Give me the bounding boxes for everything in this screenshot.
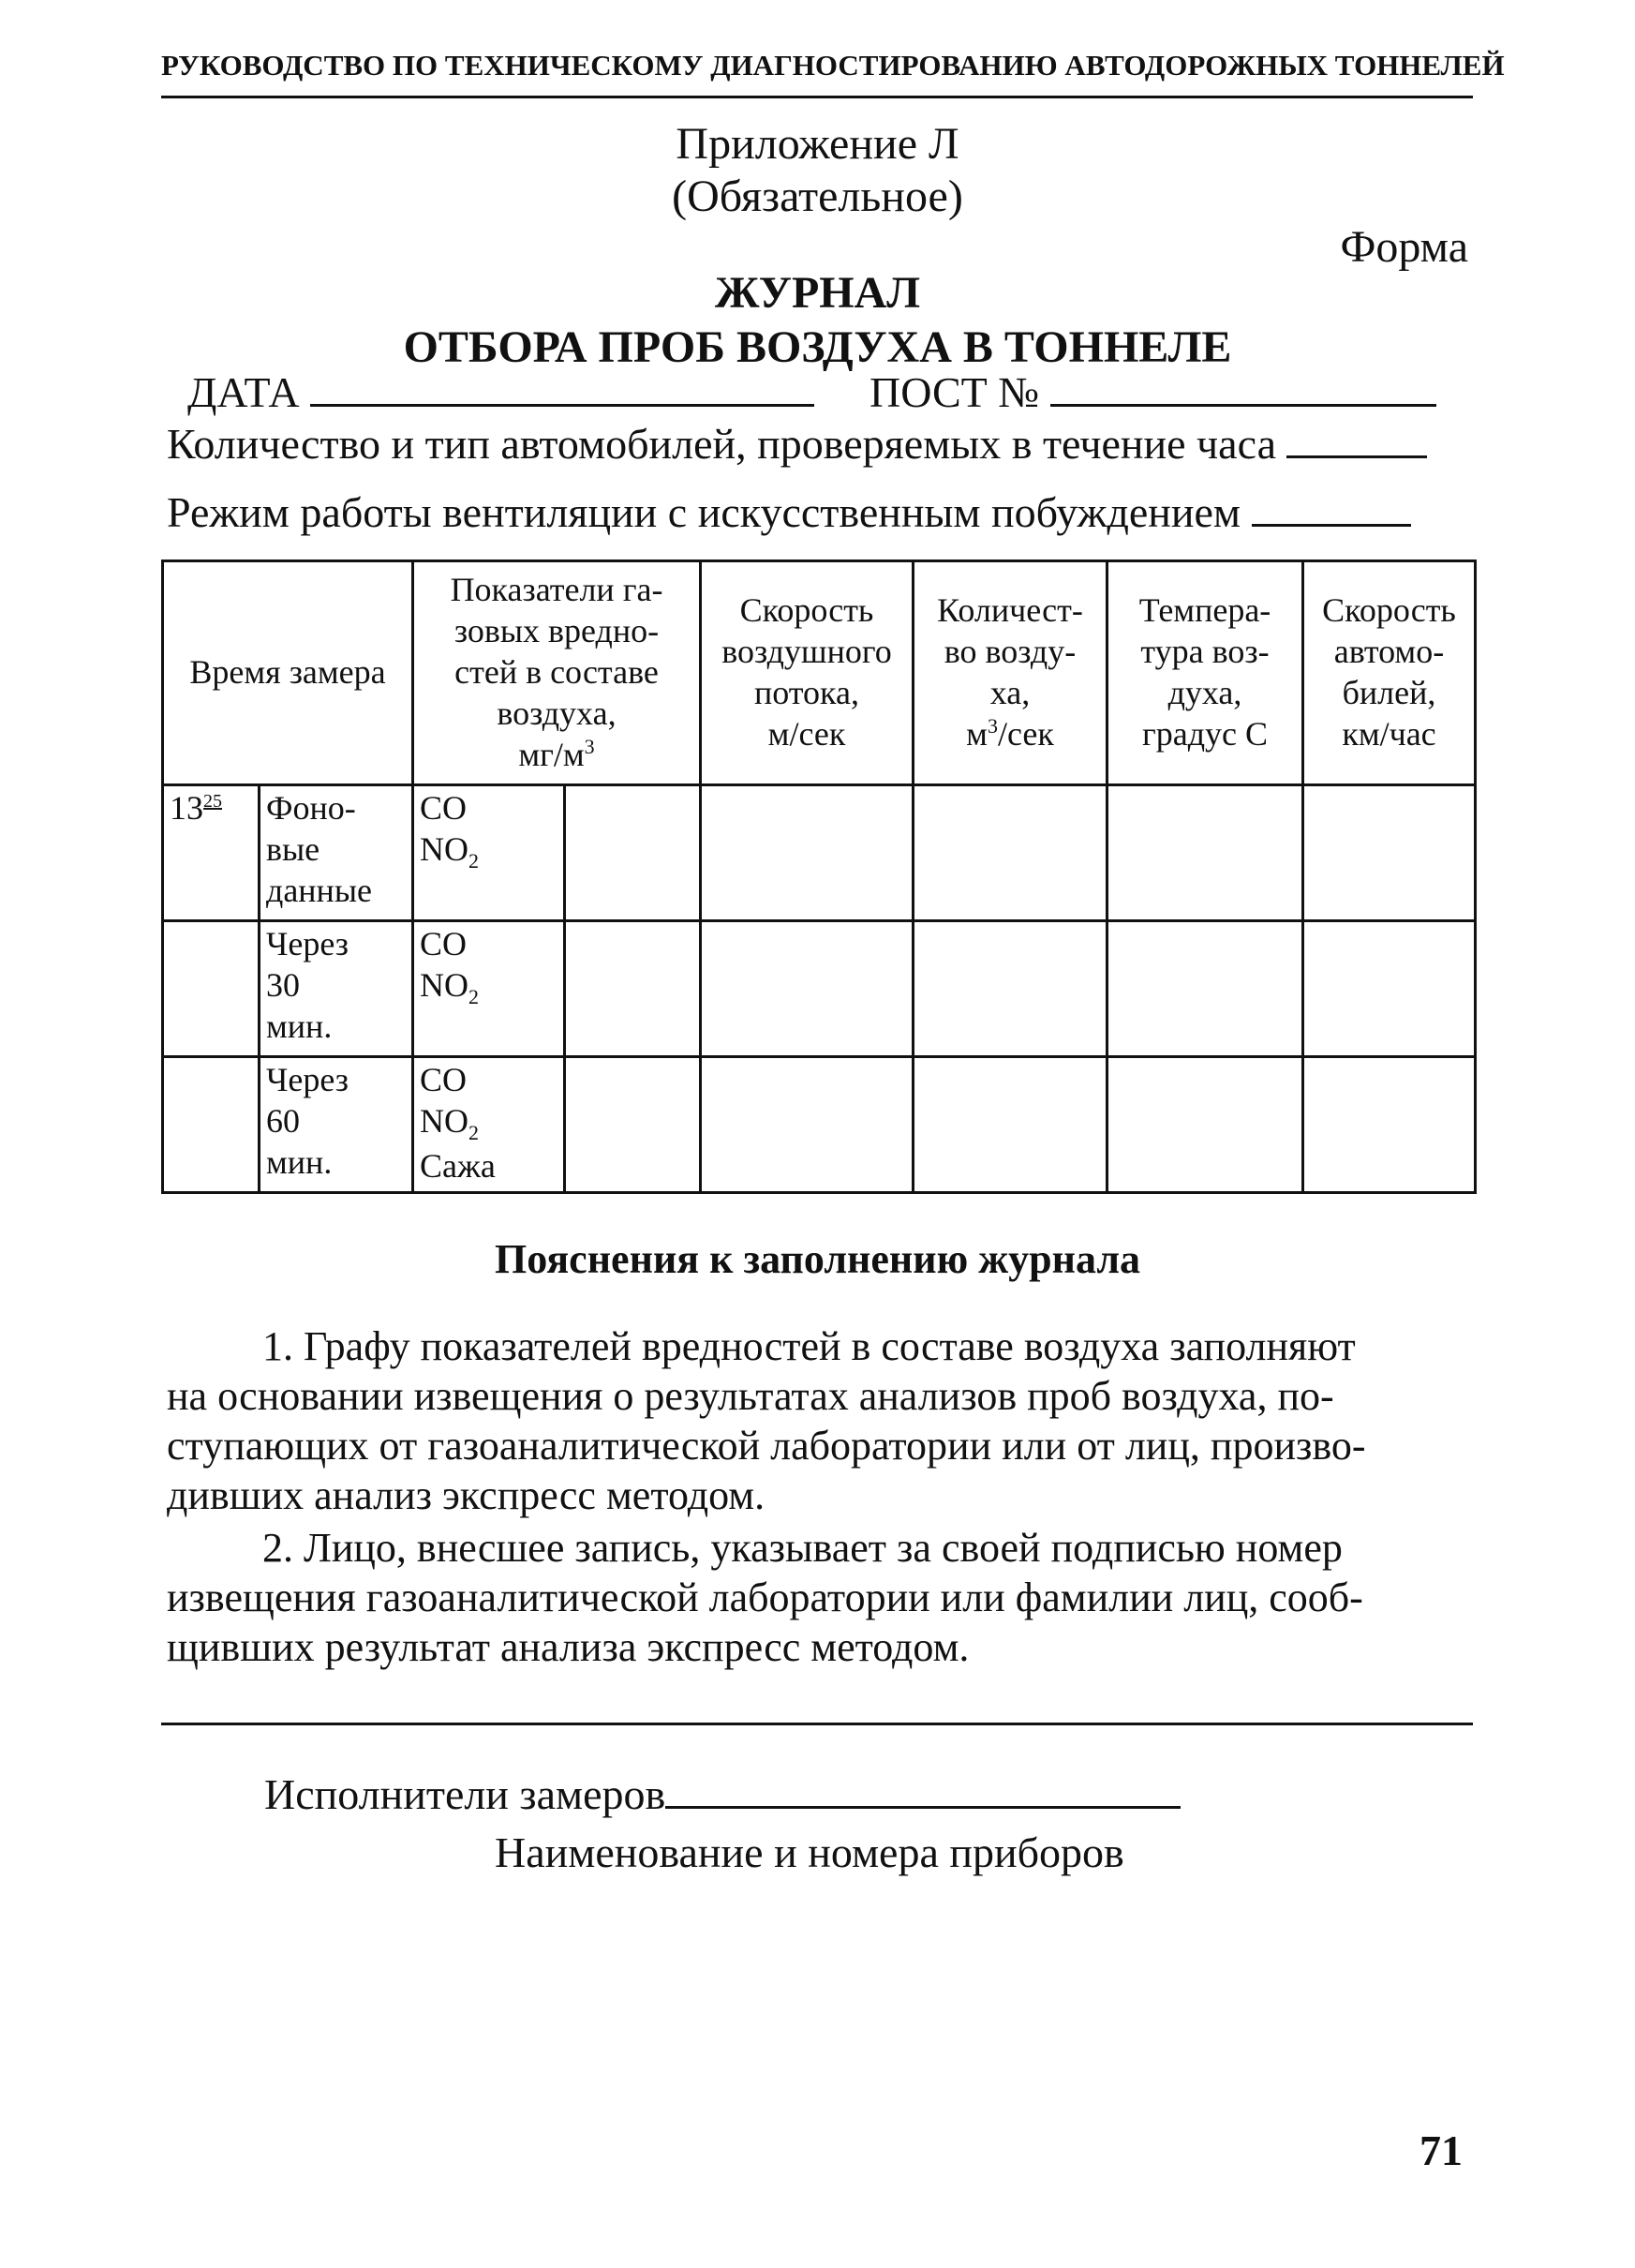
date-blank[interactable] [310,376,814,407]
volume-value-cell[interactable] [914,785,1107,921]
start-time-cell [163,1057,260,1193]
period-cell: Фоно- вые данные [260,785,413,921]
table-header-row [163,561,1476,785]
journal-title: ЖУРНАЛ [714,268,921,318]
section-divider [161,1723,1473,1725]
temperature-value-cell[interactable] [1107,785,1303,921]
form-label: Форма [1340,222,1468,272]
vehicles-label: Количество и тип автомобилей, проверяемых в течение часа [167,420,1276,468]
gas-list-cell: CO $NO_2$ Сажа [413,1057,565,1193]
start-time-cell [163,921,260,1057]
temperature-value-cell[interactable] [1107,921,1303,1057]
post-blank[interactable] [1050,376,1436,407]
ventilation-label: Режим работы вентиляции с искусственным побуждением [167,488,1241,536]
airflow-value-cell[interactable] [701,921,914,1057]
start-time-cell: $13^{25}$ [163,785,260,921]
header-air-volume: Количест- во возду- ха, $м^3$/сек [914,561,1107,785]
vehicle-speed-value-cell[interactable] [1303,785,1476,921]
vehicles-field [167,419,1427,469]
vehicle-speed-value-cell[interactable] [1303,921,1476,1057]
table-row [163,1057,1476,1193]
performers-blank[interactable] [665,1778,1181,1809]
notes-heading: Пояснения к заполнению журнала [494,1236,1141,1282]
appendix-status: (Обязательное) [672,172,963,221]
table-row [163,921,1476,1057]
ventilation-blank[interactable] [1252,496,1411,527]
ventilation-field [167,487,1411,537]
header-measurement-time: Время замера [163,561,413,785]
airflow-value-cell[interactable] [701,785,914,921]
gas-value-cell[interactable] [565,785,701,921]
sampling-journal-table [161,560,1477,1194]
volume-value-cell[interactable] [914,921,1107,1057]
note-paragraph-1: 1. Графу показателей вредностей в составе воздуха заполняют на основании извещения о результатах анализов проб воздуха, по- ступающих от газоаналитической лаборатории или от лиц, произво- дивших анализ экспресс методом. [167,1323,1366,1518]
gas-list-cell: CO $NO_2$ [413,785,565,921]
temperature-value-cell[interactable] [1107,1057,1303,1193]
vehicle-speed-value-cell[interactable] [1303,1057,1476,1193]
period-cell: Через 60 мин. [260,1057,413,1193]
running-header: РУКОВОДСТВО ПО ТЕХНИЧЕСКОМУ ДИАГНОСТИРОВАНИЮ АВТОДОРОЖНЫХ ТОННЕЛЕЙ [161,49,1505,82]
period-cell: Через 30 мин. [260,921,413,1057]
performers-label: Исполнители замеров [264,1770,666,1818]
header-airflow-speed: Скорость воздушного потока, м/сек [701,561,914,785]
appendix-label: Приложение Л [676,119,959,169]
post-label: ПОСТ № [870,368,1040,416]
header-rule [161,96,1473,98]
airflow-value-cell[interactable] [701,1057,914,1193]
vehicles-blank[interactable] [1286,427,1427,458]
journal-subtitle: ОТБОРА ПРОБ ВОЗДУХА В ТОННЕЛЕ [403,322,1232,372]
note-paragraph-2: 2. Лицо, внесшее запись, указывает за своей подписью номер извещения газоаналитической лаборатории или фамилии лиц, сооб- щивших результат анализа экспресс методом. [167,1525,1363,1670]
header-harmful-gases: Показатели га- зовых вредно- стей в составе воздуха, $мг/м^3$ [413,561,701,785]
volume-value-cell[interactable] [914,1057,1107,1193]
performers-field [264,1769,1181,1819]
header-air-temperature: Темпера- тура воз- духа, градус С [1107,561,1303,785]
gas-value-cell[interactable] [565,921,701,1057]
instruments-label: Наименование и номера приборов [495,1828,1124,1876]
header-vehicle-speed: Скорость автомо- билей, км/час [1303,561,1476,785]
date-field [187,367,814,417]
date-label: ДАТА [187,368,300,416]
page-number: 71 [1419,2126,1463,2174]
gas-list-cell: CO $NO_2$ [413,921,565,1057]
post-field [870,367,1436,417]
gas-value-cell[interactable] [565,1057,701,1193]
table-row [163,785,1476,921]
